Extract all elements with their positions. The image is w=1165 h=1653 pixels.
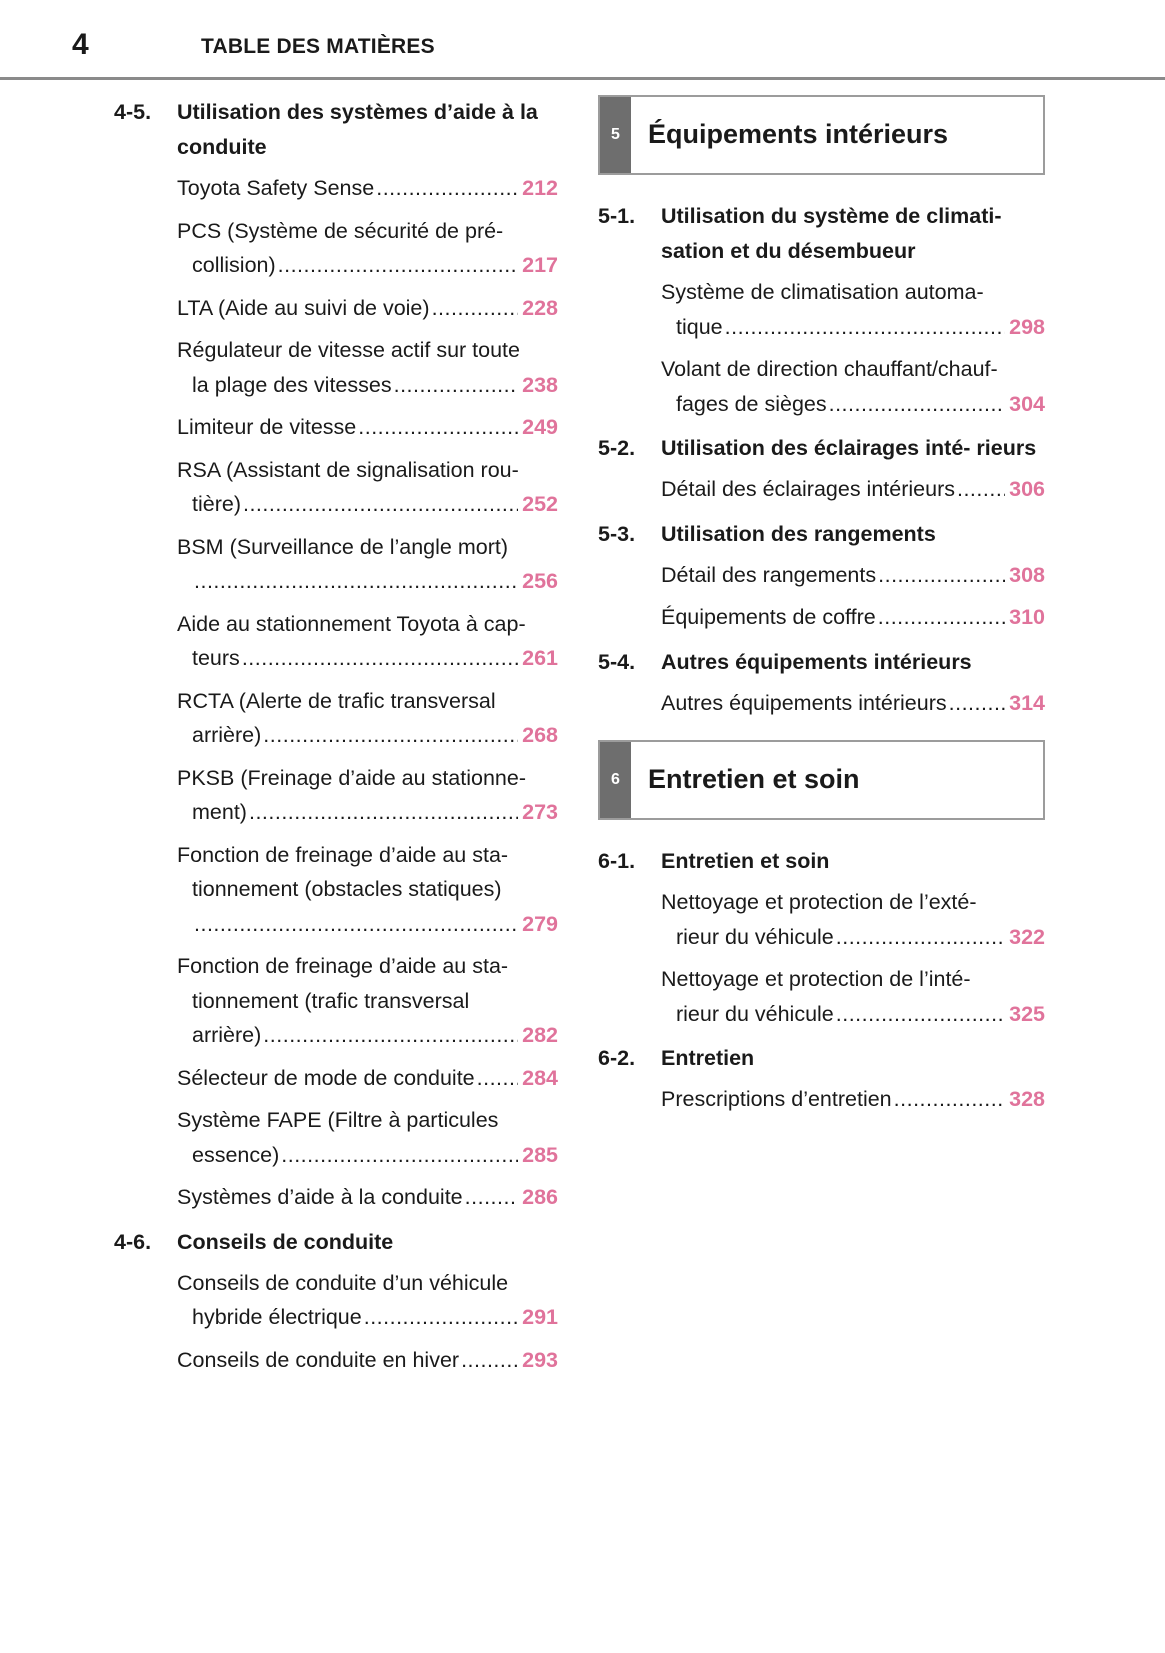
section-heading-5-1 <box>598 199 1045 269</box>
section-number: 6-1. <box>598 849 636 873</box>
page-link[interactable]: 279 <box>522 911 558 936</box>
entry-text: Volant de direction chauffant/chauf- <box>661 357 998 381</box>
toc-right-column <box>598 95 1045 1125</box>
toc-entry[interactable] <box>114 171 558 206</box>
section-title: Utilisation des systèmes d’aide à la conduite <box>177 100 538 159</box>
entry-text: Système de climatisation automa- <box>661 280 984 304</box>
toc-entry[interactable] <box>114 1266 558 1335</box>
entry-text: Régulateur de vitesse actif sur toute <box>177 338 520 362</box>
page-link[interactable]: 249 <box>522 415 558 439</box>
entry-text: Détail des rangements <box>661 562 877 587</box>
entry-text: Autres équipements intérieurs <box>661 690 947 715</box>
page-link[interactable]: 322 <box>1009 924 1045 949</box>
chapter-title: Entretien et soin <box>648 764 860 794</box>
entry-text: Aide au stationnement Toyota à cap- <box>177 611 526 636</box>
entry-text: Nettoyage et protection de l’exté- <box>661 890 977 914</box>
leader-dots <box>477 1061 519 1096</box>
toc-entry[interactable] <box>114 607 558 676</box>
leader-dots <box>278 248 518 283</box>
page-link[interactable]: 256 <box>522 569 558 593</box>
toc-entry[interactable] <box>114 838 558 942</box>
section-heading-5-2 <box>598 431 1045 466</box>
toc-entry[interactable] <box>114 1061 558 1096</box>
leader-dots <box>465 1180 518 1215</box>
entry-text: Prescriptions d’entretien <box>661 1087 892 1111</box>
toc-entry[interactable] <box>598 1082 1045 1117</box>
section-number: 4-6. <box>114 1229 152 1254</box>
page-link[interactable]: 286 <box>522 1185 558 1209</box>
toc-entry[interactable] <box>598 600 1045 635</box>
section-heading-5-3 <box>598 517 1045 552</box>
entry-text: Détail des éclairages intérieurs <box>661 477 955 501</box>
chapter-title: Équipements intérieurs <box>648 119 949 149</box>
entry-text: PCS (Système de sécurité de pré- <box>177 218 504 243</box>
section-number: 4-5. <box>114 100 152 124</box>
section-title: Entretien <box>661 1046 755 1070</box>
leader-dots <box>249 795 518 830</box>
section-number: 5-1. <box>598 204 636 228</box>
section-heading-6-2 <box>598 1041 1045 1076</box>
entry-text: essence) <box>192 1142 280 1167</box>
page-title: TABLE DES MATIÈRES <box>201 35 435 58</box>
entry-text: tière) <box>192 492 241 516</box>
entry-text: BSM (Surveillance de l’angle mort) <box>177 534 508 559</box>
entry-text: Systèmes d’aide à la conduite <box>177 1185 463 1209</box>
section-title: Utilisation des éclairages inté- rieurs <box>661 436 1037 460</box>
leader-dots <box>878 600 1005 635</box>
page-link[interactable]: 304 <box>1009 391 1045 416</box>
page-link[interactable]: 308 <box>1009 562 1045 587</box>
section-number: 6-2. <box>598 1046 636 1070</box>
entry-text: rieur du véhicule <box>676 924 834 949</box>
toc-entry[interactable] <box>114 530 558 599</box>
section-number: 5-4. <box>598 649 636 674</box>
leader-dots <box>263 1018 518 1053</box>
page-link[interactable]: 238 <box>522 372 558 397</box>
page-link[interactable]: 252 <box>522 492 558 516</box>
page-link[interactable]: 228 <box>522 295 558 320</box>
toc-entry[interactable] <box>598 885 1045 954</box>
toc-entry[interactable] <box>598 352 1045 421</box>
leader-dots <box>725 310 1006 345</box>
page-link[interactable]: 284 <box>522 1065 558 1090</box>
page-link[interactable]: 298 <box>1009 314 1045 339</box>
entry-text: Nettoyage et protection de l’inté- <box>661 967 971 991</box>
toc-entry[interactable] <box>598 686 1045 721</box>
section-heading-5-4 <box>598 645 1045 680</box>
page-link[interactable]: 273 <box>522 800 558 824</box>
leader-dots <box>957 472 1005 507</box>
entry-text: collision) <box>192 253 276 277</box>
entry-text: Sélecteur de mode de conduite <box>177 1065 475 1090</box>
leader-dots <box>949 686 1006 721</box>
entry-text: arrière) <box>192 1023 262 1047</box>
chapter-5-box[interactable] <box>598 95 1045 175</box>
leader-dots <box>376 171 518 206</box>
leader-dots <box>243 487 518 522</box>
entry-text: RCTA (Alerte de trafic transversal <box>177 688 496 713</box>
page-link[interactable]: 293 <box>522 1347 558 1372</box>
chapter-tab: 5 <box>600 97 631 173</box>
toc-entry[interactable] <box>114 1180 558 1215</box>
toc-entry[interactable] <box>114 949 558 1053</box>
page-link[interactable]: 261 <box>522 646 558 670</box>
leader-dots <box>836 920 1005 955</box>
entry-text: rieur du véhicule <box>676 1001 834 1026</box>
section-number: 5-3. <box>598 521 636 546</box>
section-number: 5-2. <box>598 436 636 460</box>
section-title: Utilisation du système de climati- sation et du désembueur <box>661 204 1002 263</box>
section-heading-6-1 <box>598 844 1045 879</box>
toc-entry[interactable] <box>598 472 1045 507</box>
page-link[interactable]: 328 <box>1009 1087 1045 1111</box>
leader-dots <box>894 1082 1005 1117</box>
leader-dots <box>394 368 519 403</box>
entry-text: tionnement (obstacles statiques) <box>192 877 502 901</box>
toc-entry[interactable] <box>114 761 558 830</box>
page-link[interactable]: 285 <box>522 1142 558 1167</box>
section-title: Conseils de conduite <box>177 1229 394 1254</box>
toc-entry[interactable] <box>114 1103 558 1172</box>
chapter-tab: 6 <box>600 742 631 818</box>
page-link[interactable]: 310 <box>1009 605 1045 629</box>
toc-entry[interactable] <box>598 558 1045 593</box>
toc-entry[interactable] <box>114 1343 558 1378</box>
entry-text: Fonction de freinage d’aide au sta- <box>177 842 509 867</box>
page-header <box>0 0 1165 82</box>
leader-dots <box>432 291 519 326</box>
entry-text: Équipements de coffre <box>661 605 876 629</box>
leader-dots <box>836 997 1005 1032</box>
entry-text: Toyota Safety Sense <box>177 176 375 200</box>
toc-entry[interactable] <box>598 275 1045 344</box>
section-heading-4-6 <box>114 1225 558 1260</box>
section-title: Autres équipements intérieurs <box>661 649 972 674</box>
entry-text: arrière) <box>192 723 262 747</box>
entry-text: teurs <box>192 646 240 670</box>
toc-entry[interactable] <box>598 962 1045 1031</box>
leader-dots <box>263 718 518 753</box>
chapter-6-box[interactable] <box>598 740 1045 820</box>
page-link[interactable]: 268 <box>522 723 558 747</box>
leader-dots <box>829 387 1006 422</box>
toc-entry[interactable] <box>114 684 558 753</box>
toc-entry[interactable] <box>114 410 558 445</box>
header-divider <box>0 77 1165 80</box>
section-heading-4-5 <box>114 95 558 165</box>
leader-dots <box>364 1300 518 1335</box>
entry-text: LTA (Aide au suivi de voie) <box>177 295 430 320</box>
leader-dots <box>194 907 518 942</box>
page-link[interactable]: 314 <box>1009 690 1045 715</box>
toc-entry[interactable] <box>114 291 558 326</box>
page-link[interactable]: 325 <box>1009 1001 1045 1026</box>
entry-text: tionnement (trafic transversal <box>192 988 470 1013</box>
section-title: Entretien et soin <box>661 849 830 873</box>
leader-dots <box>281 1138 518 1173</box>
entry-text: fages de sièges <box>676 391 827 416</box>
leader-dots <box>242 641 518 676</box>
toc-left-column <box>114 95 558 1385</box>
page-link[interactable]: 217 <box>522 253 558 277</box>
leader-dots <box>194 564 518 599</box>
toc-entry[interactable] <box>114 214 558 283</box>
toc-entry[interactable] <box>114 453 558 522</box>
entry-text: Conseils de conduite d’un véhicule <box>177 1270 509 1295</box>
entry-text: hybride électrique <box>192 1305 362 1329</box>
entry-text: tique <box>676 314 723 339</box>
entry-text: Système FAPE (Filtre à particules <box>177 1108 499 1132</box>
page-number: 4 <box>72 28 89 61</box>
entry-text: ment) <box>192 800 247 824</box>
entry-text: Conseils de conduite en hiver <box>177 1347 460 1372</box>
entry-text: PKSB (Freinage d’aide au stationne- <box>177 765 526 790</box>
leader-dots <box>358 410 518 445</box>
entry-text: RSA (Assistant de signalisation rou- <box>177 457 519 482</box>
leader-dots <box>878 558 1005 593</box>
section-title: Utilisation des rangements <box>661 521 936 546</box>
page-link[interactable]: 291 <box>522 1305 558 1329</box>
toc-entry[interactable] <box>114 333 558 402</box>
page-link[interactable]: 282 <box>522 1023 558 1047</box>
entry-text: la plage des vitesses <box>192 372 392 397</box>
entry-text: Limiteur de vitesse <box>177 415 357 439</box>
page-link[interactable]: 306 <box>1009 477 1045 501</box>
page-link[interactable]: 212 <box>522 176 558 200</box>
entry-text: Fonction de freinage d’aide au sta- <box>177 954 509 978</box>
leader-dots <box>461 1343 518 1378</box>
